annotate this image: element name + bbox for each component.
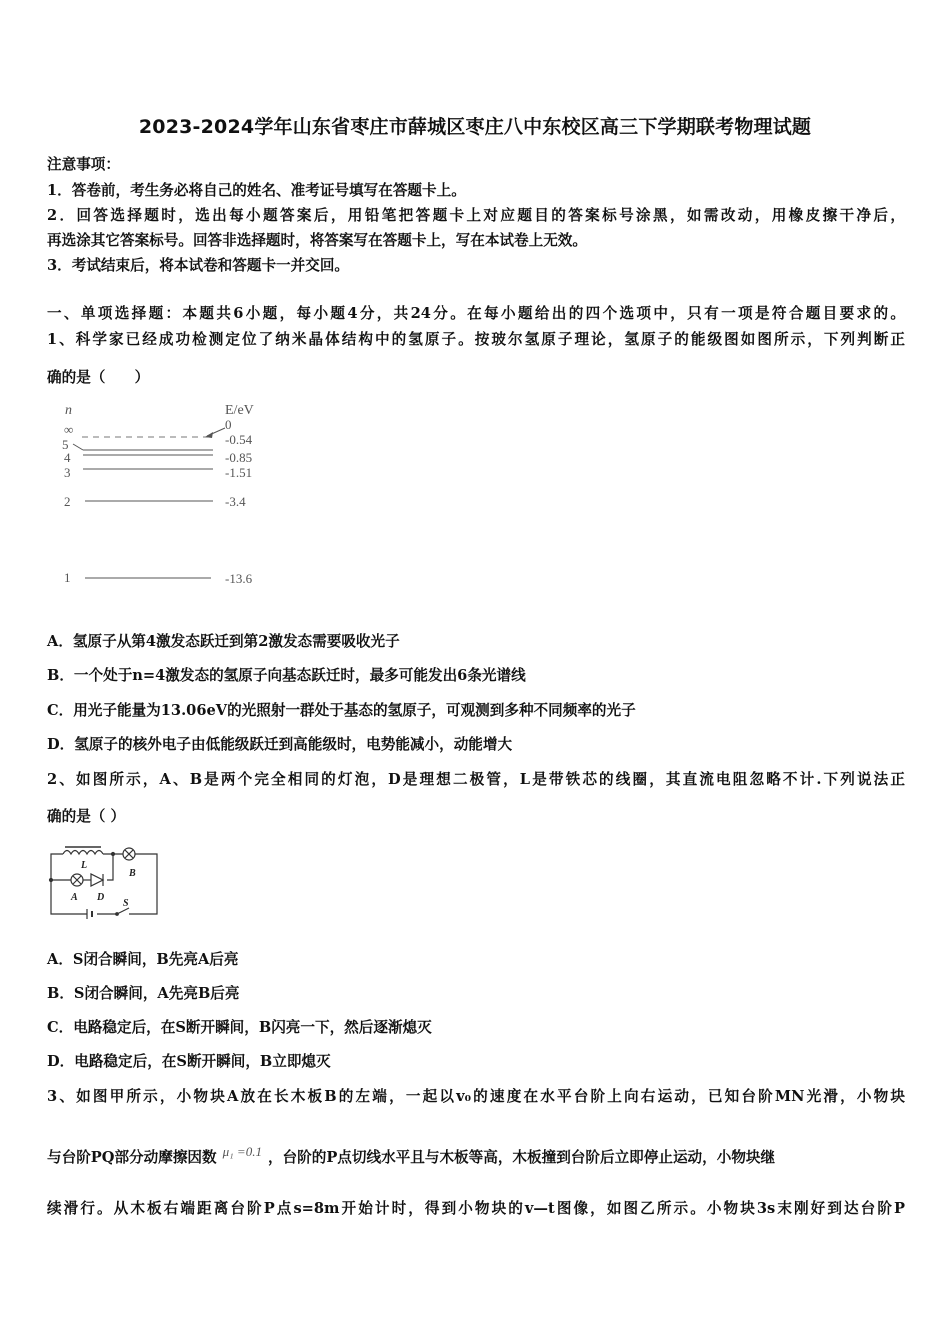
friction-coefficient: μ₁ =0.1 xyxy=(222,1144,262,1159)
level-energy-label: 0 xyxy=(225,417,232,432)
diode xyxy=(91,874,103,886)
notice-item: 2．回答选择题时，选出每小题答案后，用铅笔把答题卡上对应题目的答案标号涂黑，如需改动，用橡皮擦干净后， xyxy=(47,207,905,224)
energy-level-diagram xyxy=(55,398,295,593)
q2-option-a: A．S闭合瞬间，B先亮A后亮 xyxy=(47,951,239,968)
level-n-label: 2 xyxy=(64,494,71,509)
q1-option-d: D．氢原子的核外电子由低能级跃迁到高能级时，电势能减小，动能增大 xyxy=(47,736,513,753)
level-energy-label: -0.85 xyxy=(225,450,253,465)
q1-stem: 确的是（ ） xyxy=(47,369,150,386)
notice-item: 1．答卷前，考生务必将自己的姓名、准考证号填写在答题卡上。 xyxy=(47,182,466,199)
q3-stem-part: ，台阶的P点切线水平且与木板等高，木板撞到台阶后立即停止运动，小物块继 xyxy=(267,1149,776,1166)
q2-option-d: D．电路稳定后，在S断开瞬间，B立即熄灭 xyxy=(47,1053,331,1070)
level-energy-label: -13.6 xyxy=(225,571,253,586)
level-n-label: ∞ xyxy=(64,422,74,437)
level-energy-label: -1.51 xyxy=(225,465,253,480)
q2-option-c: C．电路稳定后，在S断开瞬间，B闪亮一下，然后逐渐熄灭 xyxy=(47,1019,432,1036)
q3-stem: 续滑行。从木板右端距离台阶P点s=8m开始计时，得到小物块的v—t图像，如图乙所示。小物块3s末刚好到达台阶P xyxy=(47,1200,905,1217)
q1-option-a: A．氢原子从第4激发态跃迁到第2激发态需要吸收光子 xyxy=(47,633,400,650)
q2-stem: 确的是（ ） xyxy=(47,808,126,825)
label-d: D xyxy=(97,892,105,903)
notice-item: 再选涂其它答案标号。回答非选择题时，将答案写在答题卡上，写在本试卷上无效。 xyxy=(47,232,587,249)
n-axis-label: n xyxy=(65,403,72,418)
q1-stem: 1、科学家已经成功检测定位了纳米晶体结构中的氢原子。按玻尔氢原子理论，氢原子的能级图如图所示，下列判断正 xyxy=(47,331,905,348)
notice-heading: 注意事项： xyxy=(47,156,120,173)
inductor-coil xyxy=(63,851,103,855)
level-energy-label: -3.4 xyxy=(225,494,246,509)
q3-stem xyxy=(47,1146,775,1167)
label-l: L xyxy=(81,860,88,871)
q2-option-b: B．S闭合瞬间，A先亮B后亮 xyxy=(47,985,240,1002)
level-n-label: 1 xyxy=(64,570,71,585)
label-s: S xyxy=(123,898,129,909)
level-energy-label: -0.54 xyxy=(225,432,253,447)
circuit-diagram xyxy=(45,840,165,920)
level-n-label: 4 xyxy=(64,450,71,465)
page-title: 2023-2024学年山东省枣庄市薛城区枣庄八中东校区高三下学期联考物理试题 xyxy=(138,116,812,138)
notice-item: 3．考试结束后，将本试卷和答题卡一并交回。 xyxy=(47,257,350,274)
label-a: A xyxy=(71,892,78,903)
label-b: B xyxy=(129,868,136,879)
energy-axis-label: E/eV xyxy=(225,403,254,418)
q3-stem: 3、如图甲所示，小物块A放在长木板B的左端，一起以v₀的速度在水平台阶上向右运动，已知台阶MN光滑，小物块 xyxy=(47,1088,905,1105)
q3-stem-part: 与台阶PQ部分动摩擦因数 xyxy=(47,1149,217,1166)
q1-option-c: C．用光子能量为13.06eV的光照射一群处于基态的氢原子，可观测到多种不同频率的光子 xyxy=(47,702,636,719)
q1-option-b: B．一个处于n=4激发态的氢原子向基态跃迁时，最多可能发出6条光谱线 xyxy=(47,667,526,684)
q2-stem: 2、如图所示，A、B是两个完全相同的灯泡，D是理想二极管，L是带铁芯的线圈，其直流电阻忽略不计.下列说法正 xyxy=(47,771,905,788)
section-heading: 一、单项选择题：本题共6小题，每小题4分，共24分。在每小题给出的四个选项中，只有一项是符合题目要求的。 xyxy=(47,305,905,322)
level-n-label: 3 xyxy=(64,465,71,480)
level-n-label: 5 xyxy=(62,437,69,452)
